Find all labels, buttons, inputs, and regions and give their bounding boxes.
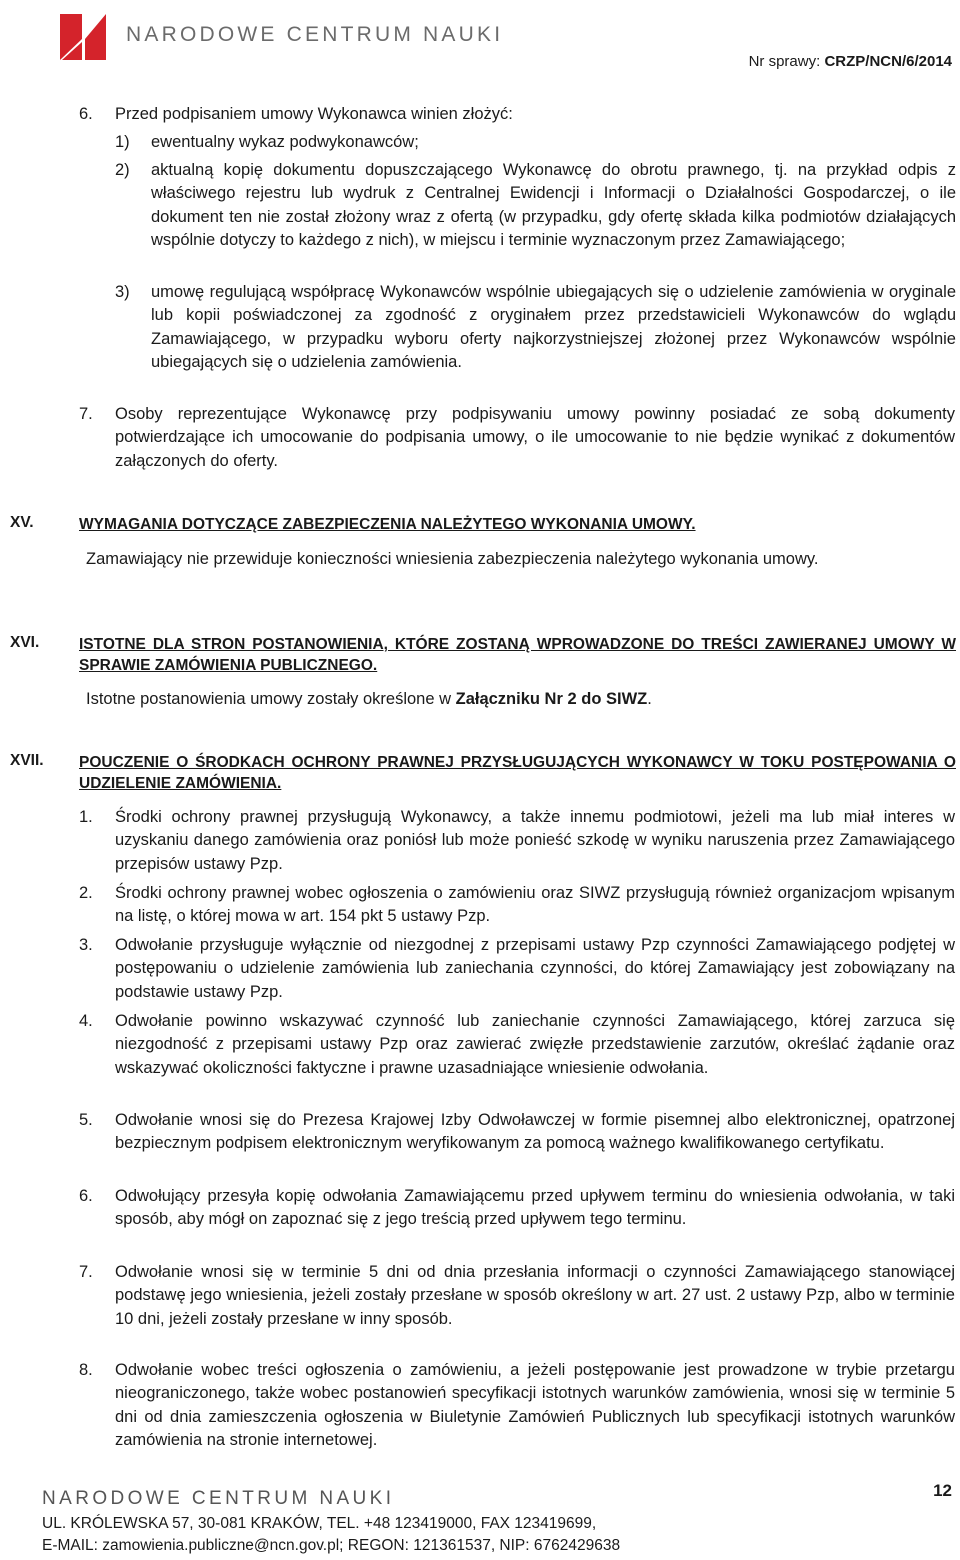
ncn-logo-icon: [58, 12, 108, 62]
item-number: 6.: [79, 105, 93, 123]
case-number: Nr sprawy: CRZP/NCN/6/2014: [748, 53, 952, 70]
subitem-text: ewentualny wykaz podwykonawców;: [151, 133, 419, 151]
footer-contact: E-MAIL: zamowienia.publiczne@ncn.gov.pl; REGON: 121361537, NIP: 6762429638: [42, 1537, 621, 1554]
page-number: 12: [933, 1481, 952, 1500]
footer-org-name: NARODOWE CENTRUM NAUKI: [42, 1488, 395, 1509]
list-item-text: Odwołanie powinno wskazywać czynność lub zaniechanie czynności Zamawiającego, której zarzuca się niezgodność z przepisami ustawy Pzp oraz zawierać zwięzłe przedstawienie zarzutów, określać żądanie oraz wskazywać okoliczności faktyczne i prawne uzasadniające wniesienie odwołania.: [115, 1012, 955, 1077]
list-item-number: 8.: [79, 1361, 93, 1379]
list-item-number: 1.: [79, 808, 93, 826]
list-item-number: 2.: [79, 884, 93, 902]
subitem-text: umowę regulującą współpracę Wykonawców wspólnie ubiegających się o udzielenie zamówienia w oryginale lub kopii poświadczonej za zgodność z oryginałem przez przedstawicieli Wykonawców do wglądu Zamawiającego, w przypadku wyboru oferty najkorzystniejszej złożonej przez Wykonawców wspólnie ubiegających się o udzielenia zamówienia.: [151, 283, 956, 371]
section-body: Zamawiający nie przewiduje konieczności wniesienia zabezpieczenia należytego wykonania umowy.: [86, 550, 819, 568]
subitem-number: 3): [115, 283, 130, 301]
list-item-text: Odwołanie wobec treści ogłoszenia o zamówieniu, a jeżeli postępowanie jest prowadzone w trybie przetargu nieograniczonego, także wobec postanowień specyfikacji istotnych warunków zamówienia, wnosi się w terminie 5 dni od dnia zamieszczenia ogłoszenia w Biuletynie Zamówień Publicznych lub specyfikacji istotnych warunków zamówienia na stronie internetowej.: [115, 1361, 955, 1449]
list-item-number: 3.: [79, 936, 93, 954]
list-item-number: 5.: [79, 1111, 93, 1129]
list-item-text: Odwołujący przesyła kopię odwołania Zamawiającemu przed upływem terminu do wniesienia odwołania, w taki sposób, aby mógł on zapoznać się z jego treścią przed upływem tego terminu.: [115, 1187, 955, 1229]
list-item-text: Środki ochrony prawnej przysługują Wykonawcy, a także innemu podmiotowi, jeżeli ma lub miał interes w uzyskaniu danego zamówienia oraz poniósł lub może ponieść szkodę w wyniku naruszenia przez Zamawiającego przepisów ustawy Pzp.: [115, 808, 955, 873]
section-number: XVI.: [10, 634, 40, 651]
item-text: Osoby reprezentujące Wykonawcę przy podpisywaniu umowy powinny posiadać ze sobą dokumenty potwierdzające ich umocowanie do podpisania umowy, o ile umocowanie to nie będzie wynikać z dokumentów załączonych do oferty.: [115, 405, 955, 470]
list-item-number: 7.: [79, 1263, 93, 1281]
section-title: POUCZENIE O ŚRODKACH OCHRONY PRAWNEJ PRZYSŁUGUJĄCYCH WYKONAWCY W TOKU POSTĘPOWANIA O UDZIELENIE ZAMÓWIENIA.: [79, 754, 956, 792]
header-org-name: NARODOWE CENTRUM NAUKI: [126, 23, 504, 46]
item-number: 7.: [79, 405, 93, 423]
list-item-text: Odwołanie wnosi się do Prezesa Krajowej Izby Odwoławczej w formie pisemnej albo elektronicznej, opatrzonej bezpiecznym podpisem elektronicznym weryfikowanym za pomocą ważnego kwalifikowanego certyfikatu.: [115, 1111, 955, 1153]
section-body: Istotne postanowienia umowy zostały określone w Załączniku Nr 2 do SIWZ.: [86, 690, 652, 708]
subitem-number: 2): [115, 161, 130, 179]
list-item-number: 6.: [79, 1187, 93, 1205]
subitem-text: aktualną kopię dokumentu dopuszczającego Wykonawcę do obrotu prawnego, tj. na przykład odpis z właściwego rejestru lub wydruk z Centralnej Ewidencji i Informacji o Działalności Gospodarczej, o ile dokument ten nie został złożony wraz z ofertą (w przypadku, gdy ofertę składa kilka podmiotów działających wspólnie dotyczy to każdego z nich), w miejscu i terminie wyznaczonym przez Zamawiającego;: [151, 161, 956, 249]
section-title: WYMAGANIA DOTYCZĄCE ZABEZPIECZENIA NALEŻYTEGO WYKONANIA UMOWY.: [79, 516, 696, 533]
footer-address: UL. KRÓLEWSKA 57, 30-081 KRAKÓW, TEL. +48 123419000, FAX 123419699,: [42, 1515, 597, 1532]
section-number: XV.: [10, 514, 34, 531]
list-item-text: Odwołanie wnosi się w terminie 5 dni od dnia przesłania informacji o czynności Zamawiającego stanowiącej podstawę jego wniesienia, jeżeli zostały przesłane w sposób określony w art. 27 ust. 2 ustawy Pzp, albo w terminie 10 dni, jeżeli zostały przesłane w inny sposób.: [115, 1263, 955, 1328]
subitem-number: 1): [115, 133, 130, 151]
list-item-number: 4.: [79, 1012, 93, 1030]
list-item-text: Odwołanie przysługuje wyłącznie od niezgodnej z przepisami ustawy Pzp czynności Zamawiającego podjętej w postępowaniu o udzielenie zamówienia lub zaniechania czynności, do której Zamawiający jest zobowiązany na podstawie ustawy Pzp.: [115, 936, 955, 1001]
section-number: XVII.: [10, 752, 44, 769]
section-title: ISTOTNE DLA STRON POSTANOWIENIA, KTÓRE ZOSTANĄ WPROWADZONE DO TREŚCI ZAWIERANEJ UMOWY W SPRAWIE ZAMÓWIENIA PUBLICZNEGO.: [79, 636, 956, 674]
item-text: Przed podpisaniem umowy Wykonawca winien złożyć:: [115, 105, 513, 123]
list-item-text: Środki ochrony prawnej wobec ogłoszenia o zamówieniu oraz SIWZ przysługują również organizacjom wpisanym na listę, o której mowa w art. 154 pkt 5 ustawy Pzp.: [115, 884, 955, 926]
